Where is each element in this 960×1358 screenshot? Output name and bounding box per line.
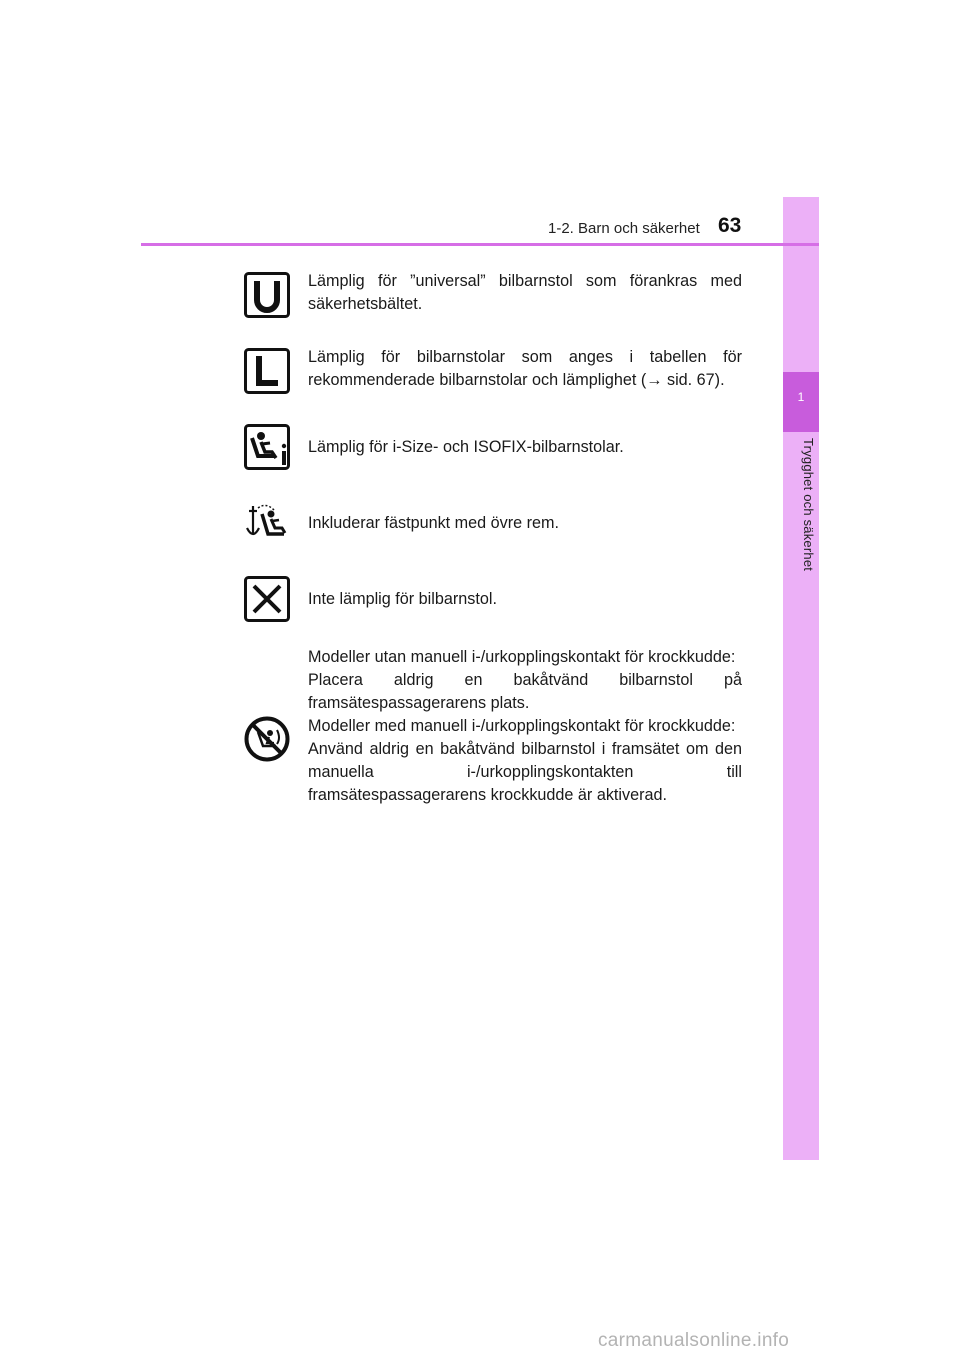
not-suitable-x-icon xyxy=(244,576,290,622)
section-title: 1-2. Barn och säkerhet xyxy=(548,220,700,237)
chapter-title: Trygghet och säkerhet xyxy=(801,438,816,572)
page-number: 63 xyxy=(718,214,742,237)
entry-text xyxy=(308,270,742,316)
entry-text xyxy=(308,512,742,535)
no-rear-facing-seat-icon xyxy=(244,716,290,762)
top-tether-anchor-icon xyxy=(244,500,290,546)
entry-line: Inte lämplig för bilbarnstol. xyxy=(308,590,497,608)
chapter-side-tab xyxy=(783,197,819,1160)
entry-line: Använd aldrig en bakåtvänd bilbarnstol i framsätet om den manuella i-/urkopplingskontakten till framsätespassagerarens krockkudde är aktiverad. xyxy=(308,740,742,804)
entry-line: Modeller med manuell i-/urkopplingskontakt för krockkudde: xyxy=(308,717,736,735)
entry-text xyxy=(308,646,742,807)
isofix-seat-icon xyxy=(244,424,290,470)
entry-line: Placera aldrig en bakåtvänd bilbarnstol på framsätespassagerarens plats. xyxy=(308,671,742,712)
entry-text xyxy=(308,436,742,459)
entry-text xyxy=(308,346,742,392)
entry-line: Inkluderar fästpunkt med övre rem. xyxy=(308,514,560,532)
entry-text xyxy=(308,588,742,611)
entry-line: Modeller utan manuell i-/urkopplingskontakt för krockkudde: xyxy=(308,648,736,666)
header-rule xyxy=(141,243,819,246)
limited-L-icon xyxy=(244,348,290,394)
entry-line: Lämplig för i-Size- och ISOFIX-bilbarnstolar. xyxy=(308,438,624,456)
entry-line: Lämplig för bilbarnstolar som anges i tabellen för rekommenderade bilbarnstolar och lämplighet (→ sid. 67). xyxy=(308,348,742,389)
entry-line: Lämplig för ”universal” bilbarnstol som förankras med säkerhetsbältet. xyxy=(308,272,742,313)
universal-U-icon xyxy=(244,272,290,318)
watermark: carmanualsonline.info xyxy=(598,1330,790,1351)
chapter-number: 1 xyxy=(797,390,805,404)
